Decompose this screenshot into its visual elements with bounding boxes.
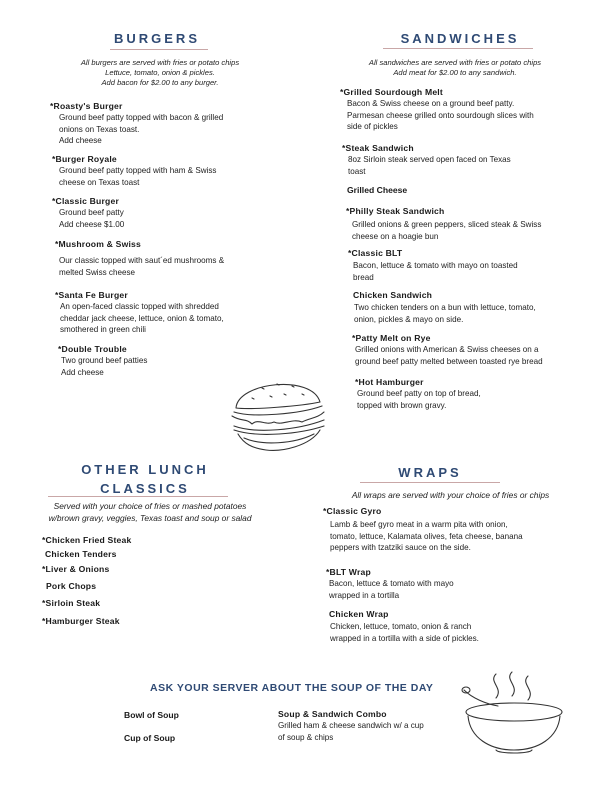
- sandwiches-title: SANDWICHES: [400, 31, 520, 46]
- desc-line: peppers with tzatziki sauce on the side.: [330, 543, 471, 553]
- classics-divider: [48, 496, 228, 497]
- desc-line: side of pickles: [347, 122, 398, 132]
- desc-line: Chicken, lettuce, tomato, onion & ranch: [330, 622, 472, 631]
- item-name: *Hot Hamburger: [355, 377, 424, 387]
- item-desc: [353, 260, 588, 283]
- classics-item: *Chicken Fried Steak: [42, 535, 132, 545]
- desc-line: cheese on Texas toast: [59, 177, 140, 187]
- wrap-item-blt-wrap: [326, 567, 576, 601]
- item-name: *BLT Wrap: [326, 567, 371, 577]
- desc-line: Lamb & beef gyro meat in a warm pita with onion,: [330, 520, 508, 529]
- desc-line: wrapped in a tortilla: [329, 590, 400, 600]
- soup-sandwich-combo: [278, 709, 478, 743]
- item-name: Soup & Sandwich Combo: [278, 709, 387, 719]
- desc-line: Two chicken tenders on a bun with lettuce, tomato,: [354, 303, 536, 312]
- desc-line: Grilled onions with American & Swiss cheeses on a: [355, 345, 539, 354]
- desc-line: of soup & chips: [278, 732, 334, 742]
- classics-title-line: OTHER LUNCH: [81, 462, 209, 477]
- item-name: *Roasty's Burger: [50, 101, 123, 111]
- burger-item-royale: [52, 154, 272, 188]
- item-desc: [278, 720, 478, 743]
- wraps-title: WRAPS: [398, 465, 462, 480]
- sandwich-item-chicken-sandwich: [353, 290, 593, 325]
- burger-item-classic: [52, 196, 272, 230]
- desc-line: Ground beef patty topped with bacon & grilled: [59, 113, 224, 122]
- desc-line: Add cheese: [61, 367, 104, 377]
- cup-of-soup: Cup of Soup: [124, 733, 176, 743]
- desc-line: Two ground beef patties: [61, 356, 148, 365]
- item-desc: [355, 344, 592, 367]
- burgers-intro: [55, 58, 265, 88]
- sandwich-item-hot-hamburger: [355, 377, 575, 411]
- classics-intro: [25, 500, 275, 524]
- classics-item: Chicken Tenders: [45, 549, 117, 559]
- desc-line: ground beef patty melted between toasted rye bread: [355, 356, 543, 366]
- desc-line: Grilled onions & green peppers, sliced steak & Swiss: [352, 220, 542, 229]
- desc-line: Bacon, lettuce & tomato with mayo: [329, 579, 454, 588]
- desc-line: topped with brown gravy.: [357, 400, 447, 410]
- soup-of-the-day-heading: ASK YOUR SERVER ABOUT THE SOUP OF THE DAY: [150, 682, 434, 694]
- item-desc: [330, 519, 583, 554]
- item-desc: [357, 388, 575, 411]
- item-name: *Philly Steak Sandwich: [346, 206, 445, 216]
- desc-line: Our classic topped with saut´ed mushrooms &: [59, 256, 225, 265]
- item-name: *Steak Sandwich: [342, 143, 414, 153]
- sandwiches-intro-line: All sandwiches are served with fries or potato chips: [368, 58, 542, 67]
- classics-title: [60, 460, 230, 498]
- item-desc: [59, 207, 272, 230]
- item-name: Chicken Wrap: [329, 609, 389, 619]
- desc-line: onions on Texas toast.: [59, 124, 140, 134]
- item-desc: [348, 154, 582, 177]
- item-name: *Classic Burger: [52, 196, 120, 206]
- desc-line: melted Swiss cheese: [59, 267, 136, 277]
- wrap-item-chicken-wrap: [329, 609, 579, 644]
- item-name: *Santa Fe Burger: [55, 290, 128, 300]
- item-desc: [59, 112, 270, 147]
- wraps-intro: All wraps are served with your choice of fries or chips: [351, 490, 550, 500]
- sandwich-item-classic-blt: [348, 248, 588, 283]
- classics-item: *Liver & Onions: [42, 564, 110, 574]
- desc-line: Ground beef patty: [59, 208, 124, 217]
- desc-line: bread: [353, 272, 374, 282]
- burger-item-roastys: [50, 101, 270, 147]
- desc-line: smothered in green chili: [60, 325, 146, 335]
- item-desc: [59, 165, 272, 188]
- item-name: *Double Trouble: [58, 344, 127, 354]
- desc-line: An open-faced classic topped with shredded: [60, 302, 219, 311]
- desc-line: onion, pickles & mayo on side.: [354, 314, 464, 324]
- classics-item: *Sirloin Steak: [42, 598, 101, 608]
- desc-line: 8oz Sirloin steak served open faced on Texas: [348, 155, 511, 164]
- desc-line: Ground beef patty on top of bread,: [357, 389, 481, 398]
- burgers-intro-line: All burgers are served with fries or potato chips: [80, 58, 240, 67]
- item-desc: [352, 219, 586, 242]
- item-desc: [354, 302, 593, 325]
- classics-title-line: CLASSICS: [100, 481, 190, 496]
- burgers-intro-line: Add bacon for $2.00 to any burger.: [101, 78, 219, 87]
- item-desc: [329, 578, 576, 601]
- burger-illustration-icon: [222, 368, 332, 458]
- item-name: *Classic BLT: [348, 248, 403, 258]
- sandwich-item-patty-melt: [352, 333, 592, 367]
- desc-line: Add cheese: [59, 136, 102, 146]
- desc-line: tomato, lettuce, Kalamata olives, feta cheese, banana: [330, 531, 523, 541]
- burgers-title: BURGERS: [113, 31, 200, 46]
- sandwich-item-philly-steak: [346, 206, 586, 242]
- bowl-of-soup: Bowl of Soup: [124, 710, 179, 720]
- burger-item-santa-fe: [55, 290, 280, 336]
- desc-line: Parmesan cheese grilled onto sourdough slices with: [347, 110, 534, 120]
- soup-bowl-icon: [458, 668, 568, 758]
- item-desc: [330, 621, 579, 644]
- desc-line: Bacon, lettuce & tomato with mayo on toasted: [353, 261, 518, 270]
- burger-item-mushroom-swiss: [55, 239, 275, 278]
- desc-line: wrapped in a tortilla with a side of pickles.: [330, 633, 479, 643]
- burgers-divider: [110, 49, 208, 50]
- desc-line: cheese on a hoagie bun: [352, 231, 439, 241]
- item-desc: [60, 301, 280, 336]
- sandwich-item-steak: [342, 143, 582, 177]
- item-name: Chicken Sandwich: [353, 290, 433, 300]
- item-desc: [59, 255, 275, 278]
- desc-line: Ground beef patty topped with ham & Swiss: [59, 166, 217, 175]
- desc-line: cheddar jack cheese, lettuce, onion & tomato,: [60, 313, 224, 323]
- desc-line: toast: [348, 166, 366, 176]
- sandwiches-intro-line: Add meat for $2.00 to any sandwich.: [393, 68, 517, 77]
- desc-line: Bacon & Swiss cheese on a ground beef patty.: [347, 99, 515, 108]
- sandwiches-intro: [350, 58, 560, 78]
- item-desc: [347, 98, 580, 133]
- wraps-divider: [360, 482, 500, 483]
- item-name: *Burger Royale: [52, 154, 117, 164]
- burgers-intro-line: Lettuce, tomato, onion & pickles.: [105, 68, 215, 77]
- item-name: *Patty Melt on Rye: [352, 333, 431, 343]
- desc-line: Grilled ham & cheese sandwich w/ a cup: [278, 721, 424, 730]
- classics-item: Pork Chops: [46, 581, 97, 591]
- classics-intro-line: w/brown gravy, veggies, Texas toast and soup or salad: [48, 513, 252, 523]
- item-name: *Mushroom & Swiss: [55, 239, 142, 249]
- item-name: *Classic Gyro: [323, 506, 382, 516]
- classics-intro-line: Served with your choice of fries or mashed potatoes: [53, 501, 247, 511]
- item-name: *Grilled Sourdough Melt: [340, 87, 443, 97]
- sandwiches-divider: [383, 48, 533, 49]
- sandwich-item-grilled-cheese: Grilled Cheese: [347, 185, 408, 195]
- desc-line: Add cheese $1.00: [59, 219, 125, 229]
- wrap-item-classic-gyro: [323, 506, 583, 554]
- sandwich-item-sourdough-melt: [340, 87, 580, 133]
- classics-item: *Hamburger Steak: [42, 616, 120, 626]
